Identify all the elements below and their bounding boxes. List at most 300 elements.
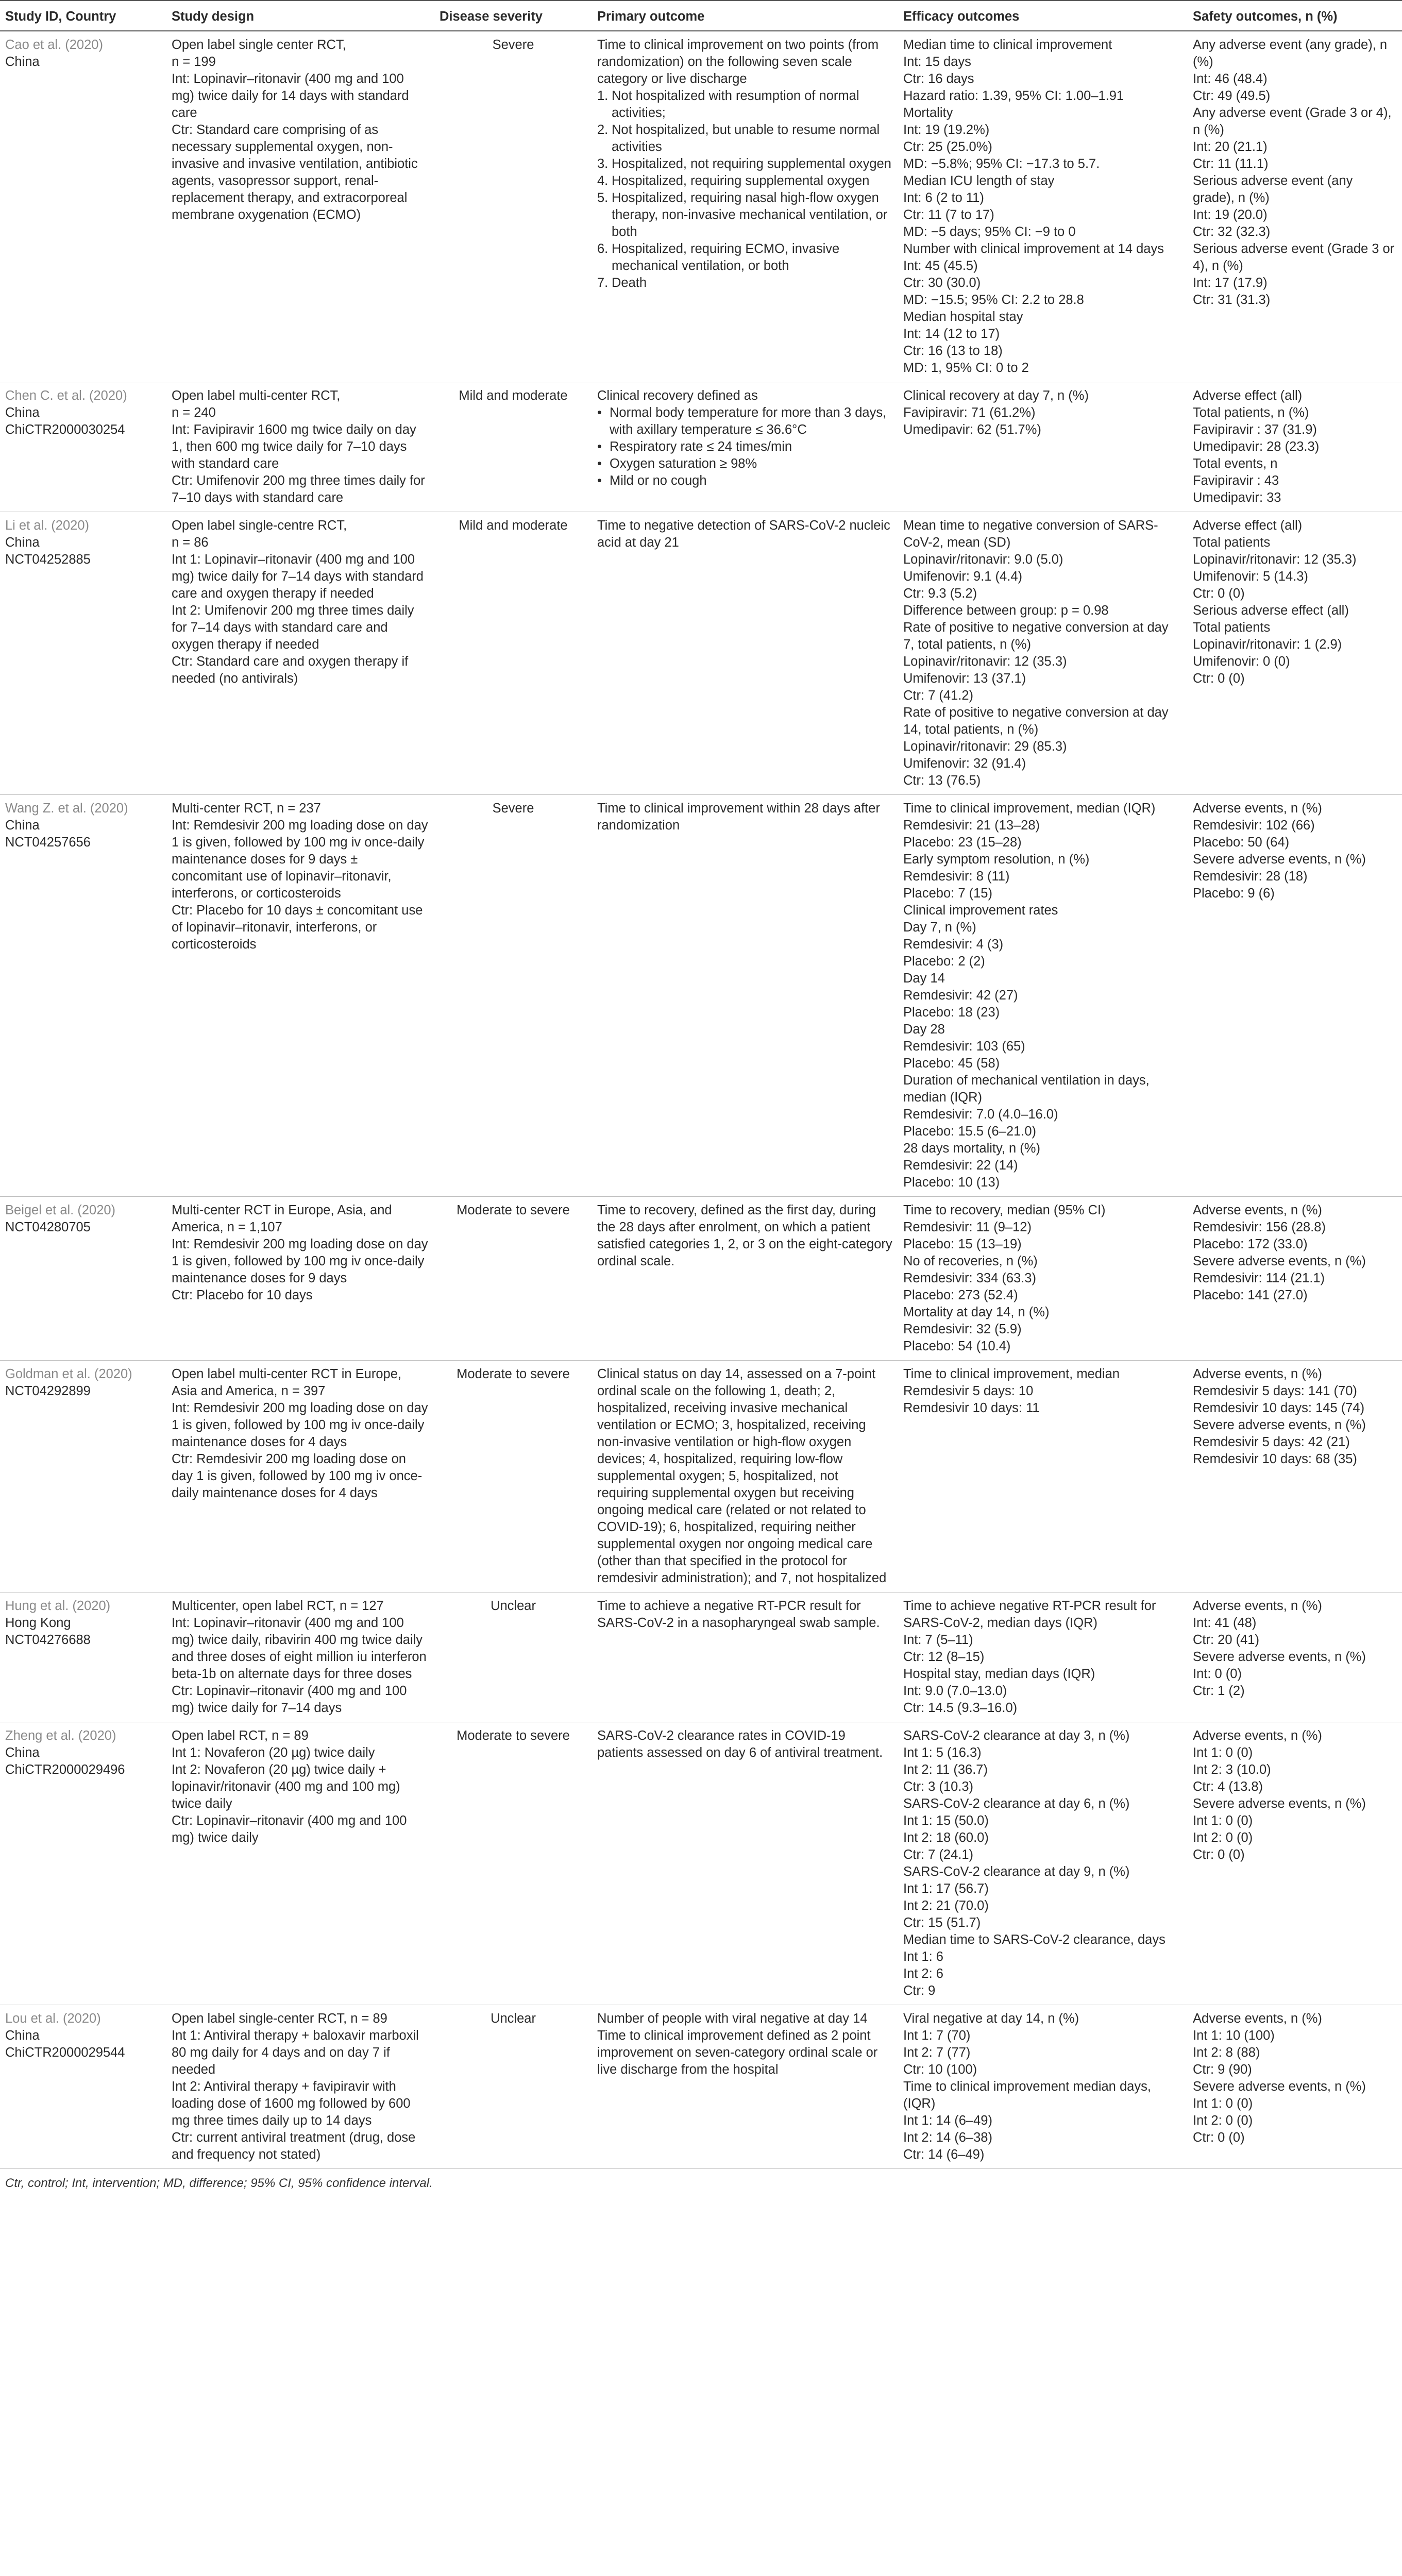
safety-outcomes-cell [1188,795,1402,1197]
efficacy-outcome-line: Difference between group: p = 0.98 [903,603,1109,618]
efficacy-outcome-line: Rate of positive to negative conversion at day 7, total patients, n (%) [903,620,1169,652]
table-row [0,795,1402,1197]
disease-severity-text: Moderate to severe [457,1367,570,1381]
safety-outcome-line: Adverse effect (all) [1193,388,1303,403]
safety-outcomes-cell [1188,1592,1402,1722]
safety-outcome-line: Placebo: 141 (27.0) [1193,1288,1308,1302]
ordinal-scale-text: Not hospitalized, but unable to resume normal activities [612,123,880,154]
efficacy-outcome-line: Viral negative at day 14, n (%) [903,2011,1079,2026]
primary-outcome-line: Time to clinical improvement defined as 2 point improvement on seven-category ordinal scale or live discharge from the hospital [597,2028,878,2077]
efficacy-outcome-line: Placebo: 7 (15) [903,886,992,901]
efficacy-outcome-line: Int 2: 7 (77) [903,2045,971,2060]
study-design-cell [166,1197,434,1361]
safety-outcome-line: Int: 0 (0) [1193,1667,1242,1681]
safety-outcome-line: Favipiravir : 37 (31.9) [1193,422,1317,437]
study-reference-link[interactable]: Cao et al. (2020) [5,38,103,52]
safety-outcome-line: Adverse events, n (%) [1193,1367,1322,1381]
efficacy-outcome-line: Lopinavir/ritonavir: 29 (85.3) [903,739,1067,754]
safety-outcome-line: Ctr: 31 (31.3) [1193,293,1271,307]
safety-outcome-line: Adverse events, n (%) [1193,1728,1322,1743]
efficacy-outcome-line: Mortality at day 14, n (%) [903,1305,1050,1319]
study-design-line: Open label single-center RCT, n = 89 [172,2011,387,2026]
bullet-icon: • [597,473,602,488]
efficacy-outcome-line: Remdesivir 10 days: 11 [903,1401,1040,1415]
ordinal-scale-text: Hospitalized, not requiring supplemental oxygen [612,157,891,171]
study-design-cell [166,2005,434,2169]
primary-outcome-line: Clinical status on day 14, assessed on a 7-point ordinal scale on the following 1, death; 2, hospitalized, receiving invasive mechanical ventilation or ECMO; 3, hospitalized, receiving non-invasive ventilation or high-flow oxygen devices; 4, hospitalized, requiring low-flow supplemental oxygen; 5, hospitalized, not requiring supplemental oxygen but receiving ongoing medical care (related or not related to COVID-19); 6, hospitalized, requiring neither supplemental oxygen nor ongoing medical care (other than that specified in the protocol for remdesivir administration); and 7, not hospitalized [597,1367,887,1585]
safety-outcomes-cell [1188,1361,1402,1592]
study-id-line: China [5,818,40,833]
efficacy-outcome-line: MD: 1, 95% CI: 0 to 2 [903,361,1029,375]
study-design-line: Ctr: Standard care comprising of as necessary supplemental oxygen, non-invasive and invasive ventilation, antibiotic agents, vasopressor support, renal-replacement therapy, and extracorporeal membrane oxygenation (ECMO) [172,123,418,222]
study-reference-link[interactable]: Beigel et al. (2020) [5,1203,116,1217]
study-id-cell [0,382,166,512]
study-design-line: Ctr: Umifenovir 200 mg three times daily for 7–10 days with standard care [172,473,425,505]
efficacy-outcome-line: Int 1: 6 [903,1950,943,1964]
study-design-line: Int: Remdesivir 200 mg loading dose on day 1 is given, followed by 100 mg iv once-daily maintenance doses for 9 days [172,1237,428,1285]
efficacy-outcome-line: Mean time to negative conversion of SARS-CoV-2, mean (SD) [903,518,1158,550]
primary-outcome-line: SARS-CoV-2 clearance rates in COVID-19 patients assessed on day 6 of antiviral treatment. [597,1728,883,1760]
study-design-line: Int: Favipiravir 1600 mg twice daily on day 1, then 600 mg twice daily for 7–10 days with standard care [172,422,416,471]
efficacy-outcome-line: Ctr: 25 (25.0%) [903,140,992,154]
study-design-cell [166,382,434,512]
study-id-cell [0,1197,166,1361]
efficacy-outcome-line: Time to clinical improvement, median [903,1367,1120,1381]
ordinal-scale-item [597,156,893,173]
study-design-line: Ctr: current antiviral treatment (drug, dose and frequency not stated) [172,2130,416,2162]
efficacy-outcome-line: Placebo: 273 (52.4) [903,1288,1018,1302]
efficacy-outcome-line: Umedipavir: 62 (51.7%) [903,422,1041,437]
primary-outcome-cell [592,1592,898,1722]
safety-outcome-line: Umedipavir: 33 [1193,490,1281,505]
efficacy-outcome-line: MD: −15.5; 95% CI: 2.2 to 28.8 [903,293,1084,307]
efficacy-outcome-line: Remdesivir: 11 (9–12) [903,1220,1032,1234]
safety-outcome-line: Ctr: 9 (90) [1193,2062,1252,2077]
efficacy-outcome-line: Time to recovery, median (95% CI) [903,1203,1106,1217]
safety-outcome-line: Severe adverse events, n (%) [1193,1418,1366,1432]
safety-outcome-line: Adverse events, n (%) [1193,2011,1322,2026]
safety-outcome-line: Int: 46 (48.4) [1193,72,1268,86]
study-id-line: ChiCTR2000029544 [5,2045,125,2060]
efficacy-outcome-line: Umifenovir: 32 (91.4) [903,756,1026,771]
study-design-line: Int 1: Novaferon (20 µg) twice daily [172,1745,375,1760]
efficacy-outcome-line: Ctr: 9.3 (5.2) [903,586,977,601]
study-id-line: NCT04257656 [5,835,91,850]
efficacy-outcome-line: Clinical recovery at day 7, n (%) [903,388,1089,403]
disease-severity-cell [434,2005,592,2169]
disease-severity-text: Unclear [491,1599,536,1613]
ordinal-scale-item [597,173,893,190]
efficacy-outcome-line: Day 7, n (%) [903,920,976,935]
efficacy-outcome-line: Remdesivir: 103 (65) [903,1039,1025,1054]
bullet-icon: • [597,405,602,420]
study-design-cell [166,1722,434,2005]
ordinal-scale-text: Hospitalized, requiring ECMO, invasive mechanical ventilation, or both [612,242,840,273]
study-id-line: China [5,2028,40,2043]
study-design-line: Int 2: Antiviral therapy + favipiravir with loading dose of 1600 mg followed by 600 mg three times daily up to 14 days [172,2079,411,2128]
primary-outcome-cell [592,1361,898,1592]
efficacy-outcome-line: Ctr: 11 (7 to 17) [903,208,994,222]
efficacy-outcome-line: Time to achieve negative RT-PCR result for SARS-CoV-2, median days (IQR) [903,1599,1156,1630]
study-design-line: Int: Remdesivir 200 mg loading dose on day 1 is given, followed by 100 mg iv once-daily maintenance doses for 4 days [172,1401,428,1449]
table-row [0,1722,1402,2005]
efficacy-outcome-line: Number with clinical improvement at 14 days [903,242,1164,256]
study-id-line: ChiCTR2000029496 [5,1762,125,1777]
table-row [0,2005,1402,2169]
primary-outcome-line: Time to clinical improvement within 28 days after randomization [597,801,880,833]
study-reference-link[interactable]: Hung et al. (2020) [5,1599,111,1613]
efficacy-outcome-line: Median ICU length of stay [903,174,1055,188]
safety-outcome-line: Any adverse event (any grade), n (%) [1193,38,1388,69]
efficacy-outcome-line: Int 2: 21 (70.0) [903,1899,989,1913]
efficacy-outcome-line: Time to clinical improvement, median (IQR) [903,801,1156,816]
safety-outcomes-cell [1188,1722,1402,2005]
safety-outcome-line: Int 2: 0 (0) [1193,2113,1253,2128]
study-reference-link[interactable]: Goldman et al. (2020) [5,1367,132,1381]
efficacy-outcome-line: Rate of positive to negative conversion at day 14, total patients, n (%) [903,705,1169,737]
study-design-line: Open label RCT, n = 89 [172,1728,309,1743]
safety-outcome-line: Remdesivir 10 days: 145 (74) [1193,1401,1365,1415]
efficacy-outcome-line: Int 2: 14 (6–38) [903,2130,992,2145]
ordinal-scale-text: Not hospitalized with resumption of normal activities; [612,89,859,120]
study-id-line: NCT04280705 [5,1220,91,1234]
study-design-line: Int: Lopinavir–ritonavir (400 mg and 100 mg) twice daily for 14 days with standard care [172,72,409,120]
bullet-icon: • [597,439,602,454]
safety-outcome-line: Int: 19 (20.0) [1193,208,1268,222]
safety-outcome-line: Placebo: 50 (64) [1193,835,1290,850]
safety-outcome-line: Remdesivir: 156 (28.8) [1193,1220,1326,1234]
safety-outcome-line: Adverse events, n (%) [1193,1203,1322,1217]
efficacy-outcome-line: Ctr: 14.5 (9.3–16.0) [903,1701,1018,1715]
safety-outcome-line: Remdesivir 10 days: 68 (35) [1193,1452,1357,1466]
study-id-cell [0,1361,166,1592]
list-number: 2. [597,123,609,137]
primary-outcome-line: Time to achieve a negative RT-PCR result for SARS-CoV-2 in a nasopharyngeal swab sample. [597,1599,880,1630]
efficacy-outcome-line: Int 1: 15 (50.0) [903,1814,989,1828]
efficacy-outcome-line: Ctr: 3 (10.3) [903,1780,974,1794]
efficacy-outcome-line: Placebo: 15.5 (6–21.0) [903,1124,1037,1139]
study-design-line: Open label single center RCT, [172,38,346,52]
study-design-line: Multi-center RCT in Europe, Asia, and America, n = 1,107 [172,1203,392,1234]
efficacy-outcome-line: SARS-CoV-2 clearance at day 6, n (%) [903,1797,1130,1811]
study-design-line: Ctr: Placebo for 10 days ± concomitant use of lopinavir–ritonavir, interferons, or corticosteroids [172,903,423,952]
efficacy-outcome-line: Ctr: 7 (41.2) [903,688,974,703]
efficacy-outcome-line: Int: 45 (45.5) [903,259,978,273]
efficacy-outcome-line: Placebo: 18 (23) [903,1005,1000,1020]
safety-outcome-line: Severe adverse events, n (%) [1193,1650,1366,1664]
ordinal-scale-text: Death [612,276,647,290]
safety-outcome-line: Int 2: 0 (0) [1193,1831,1253,1845]
safety-outcome-line: Severe adverse events, n (%) [1193,1797,1366,1811]
study-design-line: Ctr: Standard care and oxygen therapy if needed (no antivirals) [172,654,409,686]
efficacy-outcome-line: Day 14 [903,971,945,986]
primary-outcome-cell [592,512,898,795]
safety-outcome-line: Lopinavir/ritonavir: 1 (2.9) [1193,637,1342,652]
study-design-line: Ctr: Remdesivir 200 mg loading dose on day 1 is given, followed by 100 mg iv once-daily maintenance doses for 4 days [172,1452,423,1500]
safety-outcome-line: Ctr: 1 (2) [1193,1684,1245,1698]
efficacy-outcome-line: Remdesivir: 7.0 (4.0–16.0) [903,1107,1058,1122]
disease-severity-cell [434,1722,592,2005]
safety-outcome-line: Serious adverse effect (all) [1193,603,1349,618]
disease-severity-text: Mild and moderate [459,518,568,533]
efficacy-outcome-line: Int 2: 6 [903,1967,943,1981]
list-number: 5. [597,191,609,205]
disease-severity-cell [434,512,592,795]
safety-outcome-line: Ctr: 0 (0) [1193,2130,1245,2145]
header-disease-severity: Disease severity [434,1,592,31]
table-row [0,1197,1402,1361]
study-design-line: Int 2: Umifenovir 200 mg three times daily for 7–14 days with standard care and oxygen therapy if needed [172,603,414,652]
bullet-icon: • [597,456,602,471]
ordinal-scale-text: Hospitalized, requiring nasal high-flow oxygen therapy, non-invasive mechanical ventilation, or both [612,191,888,239]
study-id-line: Hong Kong [5,1616,71,1630]
disease-severity-text: Severe [492,801,534,816]
study-design-line: Int 1: Lopinavir–ritonavir (400 mg and 100 mg) twice daily for 7–14 days with standard care and oxygen therapy if needed [172,552,424,601]
safety-outcome-line: Placebo: 172 (33.0) [1193,1237,1308,1251]
efficacy-outcome-line: Median time to SARS-CoV-2 clearance, days [903,1933,1165,1947]
study-reference-link[interactable]: Chen C. et al. (2020) [5,388,127,403]
safety-outcome-line: Umifenovir: 5 (14.3) [1193,569,1308,584]
efficacy-outcome-line: Umifenovir: 13 (37.1) [903,671,1026,686]
safety-outcome-line: Serious adverse event (any grade), n (%) [1193,174,1353,205]
efficacy-outcome-line: Favipiravir: 71 (61.2%) [903,405,1036,420]
efficacy-outcomes-cell [898,2005,1188,2169]
ordinal-scale-list [597,88,893,292]
study-id-line: China [5,1745,40,1760]
study-id-cell [0,2005,166,2169]
efficacy-outcomes-cell [898,1722,1188,2005]
safety-outcome-line: Ctr: 11 (11.1) [1193,157,1269,171]
safety-outcome-line: Remdesivir: 28 (18) [1193,869,1308,884]
recovery-criteria-text: Oxygen saturation ≥ 98% [610,456,757,471]
study-id-line: China [5,535,40,550]
safety-outcome-line: Total patients [1193,535,1271,550]
disease-severity-text: Mild and moderate [459,388,568,403]
efficacy-outcome-line: Int: 19 (19.2%) [903,123,990,137]
efficacy-outcome-line: Placebo: 23 (15–28) [903,835,1022,850]
safety-outcome-line: Int: 41 (48) [1193,1616,1257,1630]
safety-outcome-line: Remdesivir 5 days: 141 (70) [1193,1384,1357,1398]
table-row [0,31,1402,382]
safety-outcomes-cell [1188,31,1402,382]
safety-outcome-line: Ctr: 20 (41) [1193,1633,1259,1647]
list-number: 6. [597,242,609,256]
efficacy-outcome-line: Ctr: 13 (76.5) [903,773,981,788]
efficacy-outcome-line: SARS-CoV-2 clearance at day 3, n (%) [903,1728,1130,1743]
efficacy-outcome-line: MD: −5.8%; 95% CI: −17.3 to 5.7. [903,157,1100,171]
recovery-criteria-item [597,404,893,438]
efficacy-outcome-line: Hospital stay, median days (IQR) [903,1667,1095,1681]
study-id-cell [0,1592,166,1722]
efficacy-outcome-line: Remdesivir: 8 (11) [903,869,1010,884]
primary-outcome-line: Time to clinical improvement on two points (from randomization) on the following seven scale category or live discharge [597,38,879,86]
efficacy-outcomes-cell [898,795,1188,1197]
recovery-criteria-item [597,472,893,489]
disease-severity-text: Moderate to severe [457,1728,570,1743]
safety-outcomes-cell [1188,2005,1402,2169]
safety-outcome-line: Ctr: 0 (0) [1193,1848,1245,1862]
study-id-cell [0,795,166,1197]
recovery-criteria-text: Mild or no cough [610,473,707,488]
study-id-line: NCT04252885 [5,552,91,567]
safety-outcome-line: Remdesivir: 102 (66) [1193,818,1315,833]
primary-outcome-line: Time to negative detection of SARS-CoV-2 nucleic acid at day 21 [597,518,890,550]
efficacy-outcome-line: Remdesivir: 334 (63.3) [903,1271,1036,1285]
efficacy-outcome-line: Int 1: 14 (6–49) [903,2113,992,2128]
study-design-line: Ctr: Placebo for 10 days [172,1288,313,1302]
safety-outcomes-cell [1188,512,1402,795]
safety-outcome-line: Severe adverse events, n (%) [1193,1254,1366,1268]
study-design-line: Multi-center RCT, n = 237 [172,801,321,816]
study-design-line: Int: Lopinavir–ritonavir (400 mg and 100 mg) twice daily, ribavirin 400 mg twice daily and three doses of eight million iu interferon beta-1b on alternate days for three doses [172,1616,427,1681]
disease-severity-text: Severe [492,38,534,52]
efficacy-outcome-line: Placebo: 2 (2) [903,954,985,969]
safety-outcome-line: Any adverse event (Grade 3 or 4), n (%) [1193,106,1392,137]
header-study-design: Study design [166,1,434,31]
disease-severity-cell [434,31,592,382]
primary-outcome-cell [592,2005,898,2169]
safety-outcome-line: Ctr: 0 (0) [1193,671,1245,686]
safety-outcome-line: Ctr: 32 (32.3) [1193,225,1271,239]
safety-outcome-line: Int 1: 0 (0) [1193,2096,1253,2111]
primary-outcome-cell [592,1197,898,1361]
efficacy-outcome-line: Lopinavir/ritonavir: 9.0 (5.0) [903,552,1063,567]
safety-outcome-line: Adverse events, n (%) [1193,801,1322,816]
safety-outcomes-cell [1188,382,1402,512]
primary-outcome-cell [592,795,898,1197]
study-design-cell [166,795,434,1197]
efficacy-outcome-line: Ctr: 14 (6–49) [903,2147,985,2162]
efficacy-outcome-line: Int 1: 7 (70) [903,2028,971,2043]
efficacy-outcome-line: Duration of mechanical ventilation in days, median (IQR) [903,1073,1150,1105]
study-design-line: Int: Remdesivir 200 mg loading dose on day 1 is given, followed by 100 mg iv once-daily maintenance doses for 9 days ± concomitant use of lopinavir–ritonavir, interferons, or corticosteroids [172,818,428,901]
study-design-line: Open label multi-center RCT in Europe, Asia and America, n = 397 [172,1367,401,1398]
study-design-cell [166,512,434,795]
efficacy-outcome-line: Int: 15 days [903,55,971,69]
safety-outcome-line: Int 2: 8 (88) [1193,2045,1260,2060]
efficacy-outcome-line: Ctr: 16 (13 to 18) [903,344,1003,358]
header-row [0,1,1402,31]
header-efficacy-outcomes: Efficacy outcomes [898,1,1188,31]
recovery-criteria-text: Normal body temperature for more than 3 days, with axillary temperature ≤ 36.6°C [610,405,887,437]
efficacy-outcome-line: Remdesivir: 42 (27) [903,988,1018,1003]
efficacy-outcome-line: Ctr: 7 (24.1) [903,1848,974,1862]
study-design-line: Multicenter, open label RCT, n = 127 [172,1599,384,1613]
efficacy-outcome-line: Time to clinical improvement median days, (IQR) [903,2079,1151,2111]
safety-outcome-line: Int: 20 (21.1) [1193,140,1268,154]
study-design-cell [166,31,434,382]
study-reference-link[interactable]: Li et al. (2020) [5,518,90,533]
safety-outcome-line: Favipiravir : 43 [1193,473,1279,488]
efficacy-outcome-line: Umifenovir: 9.1 (4.4) [903,569,1022,584]
efficacy-outcome-line: Int: 7 (5–11) [903,1633,973,1647]
efficacy-outcome-line: Placebo: 15 (13–19) [903,1237,1022,1251]
disease-severity-text: Moderate to severe [457,1203,570,1217]
safety-outcome-line: Severe adverse events, n (%) [1193,2079,1366,2094]
efficacy-outcome-line: No of recoveries, n (%) [903,1254,1038,1268]
safety-outcome-line: Adverse events, n (%) [1193,1599,1322,1613]
safety-outcome-line: Int 2: 3 (10.0) [1193,1762,1271,1777]
safety-outcome-line: Int: 17 (17.9) [1193,276,1268,290]
efficacy-outcome-line: Placebo: 45 (58) [903,1056,1000,1071]
efficacy-outcome-line: Int 2: 18 (60.0) [903,1831,989,1845]
efficacy-outcome-line: Lopinavir/ritonavir: 12 (35.3) [903,654,1067,669]
safety-outcome-line: Ctr: 4 (13.8) [1193,1780,1263,1794]
safety-outcomes-cell [1188,1197,1402,1361]
primary-outcome-line: Number of people with viral negative at day 14 [597,2011,868,2026]
efficacy-outcomes-cell [898,31,1188,382]
efficacy-outcomes-cell [898,1361,1188,1592]
efficacy-outcome-line: Remdesivir: 32 (5.9) [903,1322,1022,1336]
study-reference-link[interactable]: Wang Z. et al. (2020) [5,801,128,816]
primary-outcome-line: Clinical recovery defined as [597,388,758,403]
primary-outcome-cell [592,31,898,382]
list-number: 7. [597,276,609,290]
efficacy-outcomes-cell [898,382,1188,512]
study-reference-link[interactable]: Zheng et al. (2020) [5,1728,116,1743]
study-design-line: Ctr: Lopinavir–ritonavir (400 mg and 100 mg) twice daily [172,1814,407,1845]
disease-severity-cell [434,795,592,1197]
efficacy-outcome-line: Int 2: 11 (36.7) [903,1762,988,1777]
efficacy-outcome-line: SARS-CoV-2 clearance at day 9, n (%) [903,1865,1130,1879]
safety-outcome-line: Umifenovir: 0 (0) [1193,654,1290,669]
safety-outcome-line: Umedipavir: 28 (23.3) [1193,439,1320,454]
primary-outcome-cell [592,382,898,512]
efficacy-outcome-line: Mortality [903,106,953,120]
study-id-cell [0,31,166,382]
safety-outcome-line: Severe adverse events, n (%) [1193,852,1366,867]
efficacy-outcome-line: 28 days mortality, n (%) [903,1141,1040,1156]
safety-outcome-line: Remdesivir 5 days: 42 (21) [1193,1435,1350,1449]
efficacy-outcome-line: Remdesivir: 4 (3) [903,937,1004,952]
study-id-line: NCT04292899 [5,1384,91,1398]
ordinal-scale-item [597,241,893,275]
disease-severity-cell [434,1592,592,1722]
table-body [0,31,1402,2169]
efficacy-outcomes-cell [898,512,1188,795]
study-id-cell [0,1722,166,2005]
ordinal-scale-text: Hospitalized, requiring supplemental oxygen [612,174,870,188]
table-row [0,1592,1402,1722]
study-design-line: Open label single-centre RCT, [172,518,347,533]
recovery-criteria-text: Respiratory rate ≤ 24 times/min [610,439,792,454]
study-id-cell [0,512,166,795]
study-design-line: Ctr: Lopinavir–ritonavir (400 mg and 100 mg) twice daily for 7–14 days [172,1684,407,1715]
efficacy-outcome-line: Ctr: 15 (51.7) [903,1916,981,1930]
ordinal-scale-item [597,122,893,156]
study-design-line: n = 240 [172,405,216,420]
disease-severity-cell [434,1197,592,1361]
primary-outcome-cell [592,1722,898,2005]
table-row [0,1361,1402,1592]
safety-outcome-line: Serious adverse event (Grade 3 or 4), n (%) [1193,242,1395,273]
header-primary-outcome: Primary outcome [592,1,898,31]
study-reference-link[interactable]: Lou et al. (2020) [5,2011,101,2026]
safety-outcome-line: Remdesivir: 114 (21.1) [1193,1271,1325,1285]
safety-outcome-line: Total events, n [1193,456,1278,471]
ordinal-scale-item [597,88,893,122]
disease-severity-cell [434,382,592,512]
recovery-criteria-list [597,404,893,489]
disease-severity-cell [434,1361,592,1592]
safety-outcome-line: Total patients [1193,620,1271,635]
efficacy-outcome-line: Placebo: 10 (13) [903,1175,1000,1190]
ordinal-scale-item [597,190,893,241]
efficacy-outcome-line: Remdesivir 5 days: 10 [903,1384,1034,1398]
efficacy-outcome-line: Ctr: 12 (8–15) [903,1650,985,1664]
safety-outcome-line: Lopinavir/ritonavir: 12 (35.3) [1193,552,1357,567]
safety-outcome-line: Ctr: 0 (0) [1193,586,1245,601]
